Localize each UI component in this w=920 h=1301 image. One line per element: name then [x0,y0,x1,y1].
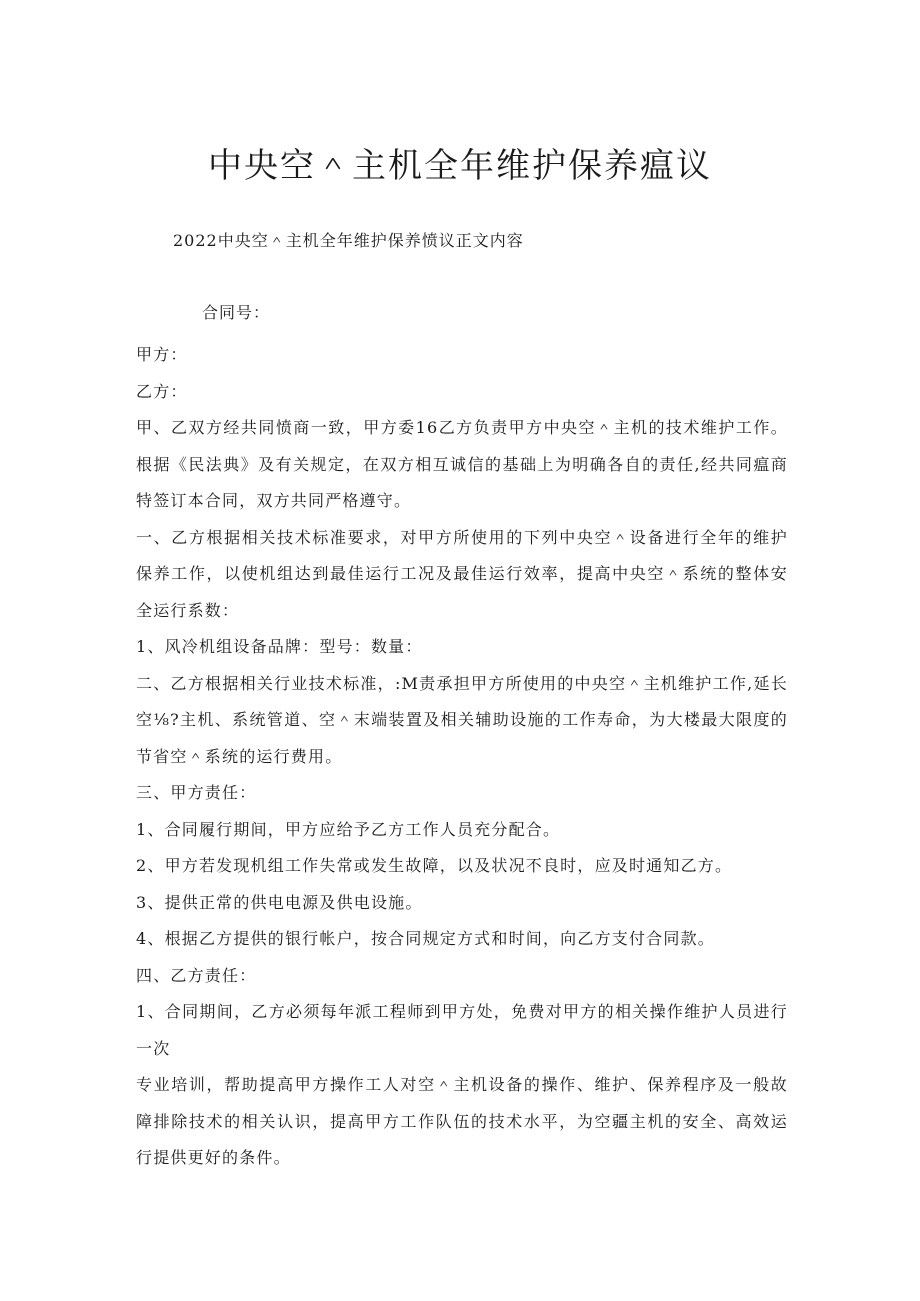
equipment-line: 1、风冷机组设备品牌：型号：数量： [136,637,423,656]
contract-number-label: 合同号： [202,303,271,322]
party-a-duty-4: 4、根据乙方提供的银行帐户，按合同规定方式和时间，向乙方支付合同款。 [136,929,715,948]
party-b-line: 乙方： [136,381,188,401]
party-b-duties-heading: 四、乙方责任： [136,965,257,985]
party-b-duty-1-continued: 专业培训，帮助提高甲方操作工人对空＾主机设备的操作、维护、保养程序及一般故障排除技术的相关认识，提高甲方工作队伍的技术水平，为空疆主机的安全、高效运行提供更好的条件。 [136,1075,788,1167]
document-subtitle: 2022中央空＾主机全年维护保养愤议正文内容 [173,231,524,250]
document-title: 中央空＾主机全年维护保养瘟议 [208,146,712,186]
party-a-duties-heading: 三、甲方责任： [136,783,257,802]
party-a-duty-3: 3、提供正常的供电电源及供电设施。 [136,892,423,912]
party-a-line: 甲方： [136,345,188,364]
party-a-duty-2: 2、甲方若发现机组工作失常或发生故障，以及状况不良时，应及时通知乙方。 [136,856,733,875]
clause-one-paragraph: 一、乙方根据相关技术标准要求，对甲方所使用的下列中央空＾设备进行全年的维护保养工作，以使机组达到最佳运行工况及最佳运行效率，提高中央空＾系统的整体安全运行系数： [136,527,788,620]
party-a-duty-1: 1、合同履行期间，甲方应给予乙方工作人员充分配合。 [136,819,561,839]
party-b-duty-1: 1、合同期间，乙方必须每年派工程师到甲方处，免费对甲方的相关操作维护人员进行一次 [136,1002,788,1058]
preamble-paragraph: 甲、乙双方经共同愤商一致，甲方委16乙方负责甲方中央空＾主机的技术维护工作。根据《民法典》及有关规定，在双方相互诚信的基础上为明确各自的责任,经共同瘟商特签订本合同，双方共同严格遵守。 [136,418,788,510]
clause-two-paragraph: 二、乙方根据相关行业技术标准，:M责承担甲方所使用的中央空＾主机维护工作,延长空⅛?主机、系统管道、空＾末端装置及相关辅助设施的工作寿命，为大楼最大限度的节省空＾系统的运行费用。 [136,673,788,766]
document-body [136,337,788,1177]
